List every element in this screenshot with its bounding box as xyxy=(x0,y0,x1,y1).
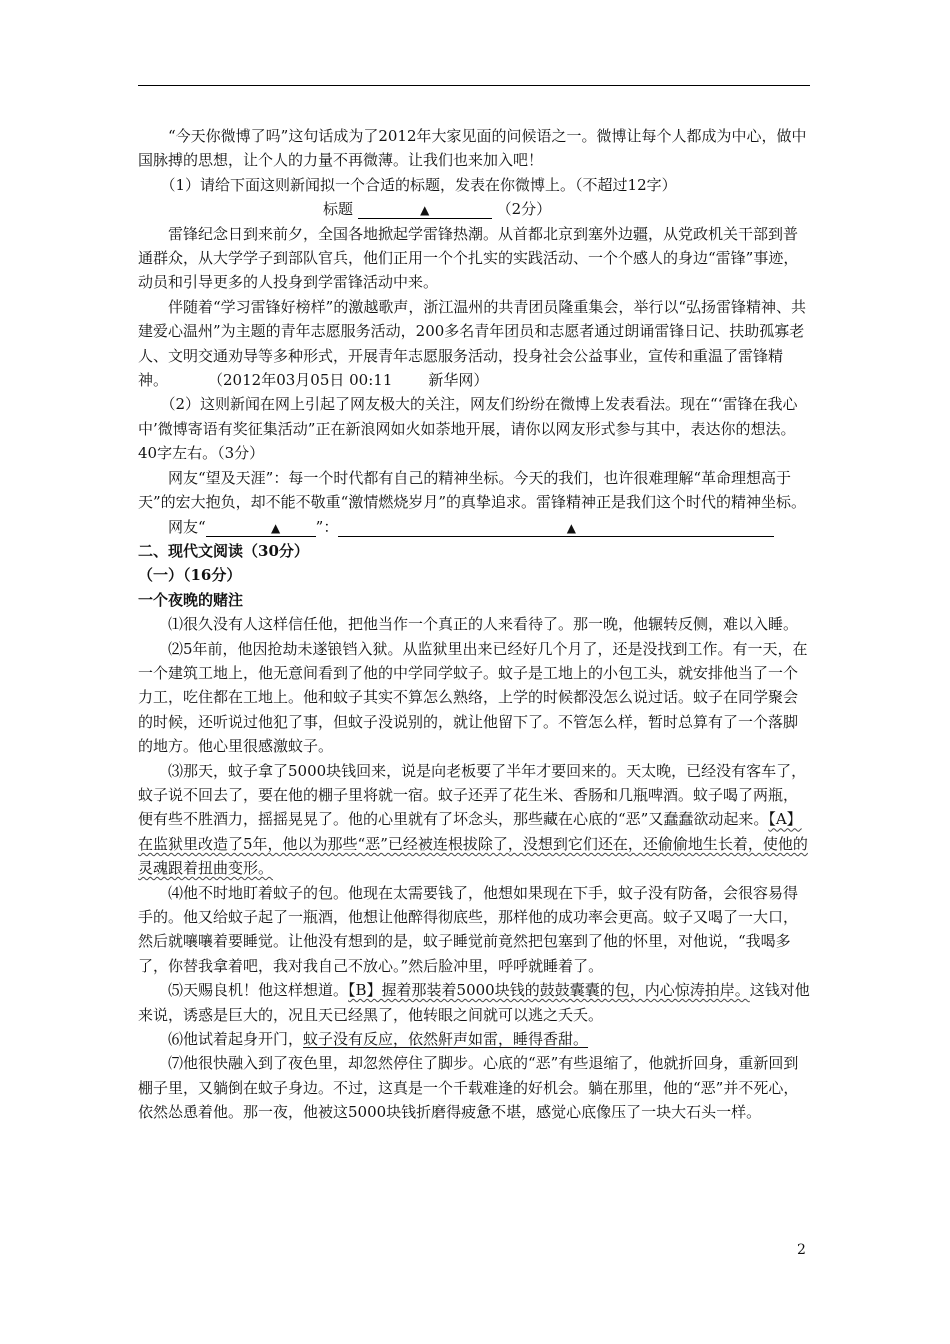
title-label: 标题 xyxy=(323,200,354,219)
news-date: （2012年03月05日 00:11 xyxy=(208,371,393,390)
story-paragraph-6: ⑹他试着起身开门，蚊子没有反应，依然鼾声如雷，睡得香甜。 xyxy=(168,1030,589,1049)
intro-paragraph: “今天你微博了吗”这句话成为了2012年大家见面的问候语之一。微博让每个人都成为中心，做中国脉搏的思想，让个人的力量不再微薄。让我们也来加入吧！ xyxy=(138,127,807,170)
marked-sentence-a: 【A】在监狱里改造了5年，他以为那些“恶”已经被连根拔除了，没想到它们还在，还偷偷地生长着，使他的灵魂跟着扭曲变形。 xyxy=(138,810,808,878)
header-rule xyxy=(138,85,810,86)
part-1-heading: （一）（16分） xyxy=(138,566,242,585)
title-answer-line xyxy=(138,197,810,221)
story-paragraph-3: ⑶那天，蚊子拿了5000块钱回来，说是向老板要了半年才要回来的。天太晚，已经没有客车了，蚊子说不回去了，要在他的棚子里将就一宿。蚊子还弄了花生米、香肠和几瓶啤酒。蚊子喝了两瓶，便有些不胜酒力，摇摇晃晃了。他的心里就有了坏念头，那些藏在心底的“恶”又蠢蠢欲动起来。【A】在监狱里改造了5年，他以为那些“恶”已经被连根拔除了，没想到它们还在，还偷偷地生长着，使他的灵魂跟着扭曲变形。 xyxy=(138,761,808,878)
question-1: （1）请给下面这则新闻拟一个合适的标题，发表在你微博上。（不超过12字） xyxy=(160,175,677,194)
triangle-marker-icon: ▲ xyxy=(420,203,430,218)
title-score: （2分） xyxy=(496,200,552,219)
netizen-name-blank[interactable] xyxy=(206,518,316,537)
netizen-prefix: 网友“ xyxy=(168,517,206,536)
marked-sentence-b: 【B】握着那装着5000块钱的鼓鼓囊囊的包，内心惊涛拍岸。 xyxy=(348,981,750,1000)
story-paragraph-1: ⑴很久没有人这样信任他，把他当作一个真正的人来看待了。那一晚，他辗转反侧，难以入睡。 xyxy=(168,615,799,634)
page-number: 2 xyxy=(797,1242,806,1258)
story-paragraph-2: ⑵5年前，他因抢劫未遂锒铛入狱。从监狱里出来已经好几个月了，还是没找到工作。有一天，在一个建筑工地上，他无意间看到了他的中学同学蚊子。蚊子是工地上的小包工头，就安排他当了一个力工，吃住都在工地上。他和蚊子其实不算怎么熟络，上学的时候都没怎么说过话。蚊子在同学聚会的时候，还听说过他犯了事，但蚊子没说别的，就让他留下了。不管怎么样，暂时总算有了一个落脚的地方。他心里很感激蚊子。 xyxy=(138,639,808,756)
story-title: 一个夜晚的赌注 xyxy=(138,590,244,609)
underlined-sentence: 蚊子没有反应，依然鼾声如雷，睡得香甜。 xyxy=(303,1030,589,1049)
question-2: （2）这则新闻在网上引起了网友极大的关注，网友们纷纷在微博上发表看法。现在“‘雷锋在我心中’微博寄语有奖征集活动”正在新浪网如火如荼地开展，请你以网友形式参与其中，表达你的想法。40字左右。（3分） xyxy=(138,395,798,463)
story-paragraph-7: ⑺他很快融入到了夜色里，却忽然停住了脚步。心底的“恶”有些退缩了，他就折回身，重新回到棚子里，又躺倒在蚊子身边。不过，这真是一个千载难逢的好机会。躺在那里，他的“恶”并不死心，依然怂恿着他。那一夜，他被这5000块钱折磨得疲惫不堪，感觉心底像压了一块大石头一样。 xyxy=(138,1054,799,1122)
triangle-marker-icon: ▲ xyxy=(566,520,576,535)
netizen-mid: ”： xyxy=(315,517,339,536)
document-body xyxy=(138,124,810,1125)
news-source: 新华网） xyxy=(428,371,489,390)
netizen-answer-line xyxy=(138,515,810,539)
news-paragraph-2: 伴随着“学习雷锋好榜样”的激越歌声，浙江温州的共青团员隆重集会，举行以“弘扬雷锋精神、共建爱心温州”为主题的青年志愿服务活动，200多名青年团员和志愿者通过朗诵雷锋日记、扶助孤寡老人、文明交通劝导等多种形式，开展青年志愿服务活动，投身社会公益事业，宣传和重温了雷锋精神。 （2012年03月05日 00:11 新华网） xyxy=(138,297,807,390)
section-2-heading: 二、现代文阅读（30分） xyxy=(138,541,309,560)
story-paragraph-4: ⑷他不时地盯着蚊子的包。他现在太需要钱了，他想如果现在下手，蚊子没有防备，会很容易得手的。他又给蚊子起了一瓶酒，他想让他醉得彻底些，那样他的成功率会更高。蚊子又喝了一大口，然后就嚷嚷着要睡觉。让他没有想到的是，蚊子睡觉前竟然把包塞到了他的怀里，对他说，“我喝多了，你替我拿着吧，我对我自己不放心。”然后脸冲里，呼呼就睡着了。 xyxy=(138,883,799,975)
title-answer-blank[interactable] xyxy=(358,200,492,219)
netizen-comment-blank[interactable] xyxy=(338,518,774,537)
news-paragraph-1: 雷锋纪念日到来前夕，全国各地掀起学雷锋热潮。从首都北京到塞外边疆，从党政机关干部到普通群众，从大学学子到部队官兵，他们正用一个个扎实的实践活动、一个个感人的身边“雷锋”事迹，动员和引导更多的人投身到学雷锋活动中来。 xyxy=(138,224,799,292)
example-comment: 网友“望及天涯”：每一个时代都有自己的精神坐标。今天的我们，也许很难理解“革命理想高于天”的宏大抱负，却不能不敬重“激情燃烧岁月”的真挚追求。雷锋精神正是我们这个时代的精神坐标。 xyxy=(138,468,807,512)
triangle-marker-icon: ▲ xyxy=(271,520,281,535)
story-paragraph-5: ⑸天赐良机！他这样想道。【B】握着那装着5000块钱的鼓鼓囊囊的包，内心惊涛拍岸。这钱对他来说，诱惑是巨大的，况且天已经黑了，他转眼之间就可以逃之夭夭。 xyxy=(138,981,810,1024)
